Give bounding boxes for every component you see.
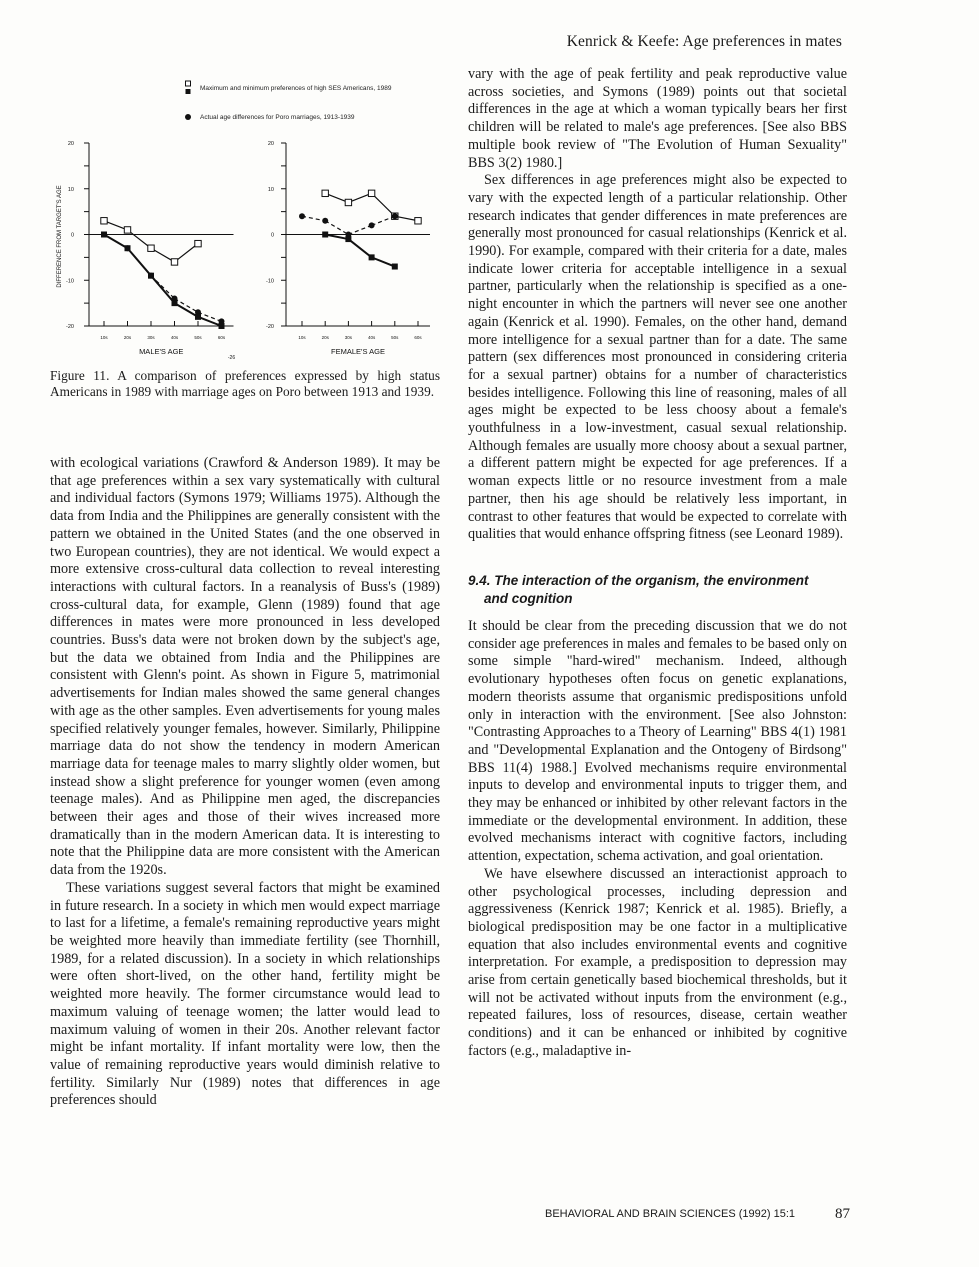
x-tick-label: 60s xyxy=(414,335,422,340)
x-axis-label: FEMALE'S AGE xyxy=(331,347,385,356)
data-point-max xyxy=(124,227,130,233)
data-point-min xyxy=(369,254,375,260)
y-tick-label: 0 xyxy=(70,232,74,239)
y-tick-label: 20 xyxy=(67,141,74,147)
y-tick-label: -20 xyxy=(266,324,274,330)
x-axis-label: MALE'S AGE xyxy=(139,347,184,356)
x-tick-label: 10s xyxy=(298,335,306,340)
data-point-min xyxy=(322,232,328,238)
x-tick-label: 50s xyxy=(194,335,202,340)
x-tick-label: 30s xyxy=(147,335,155,340)
y-tick-label: -10 xyxy=(66,278,74,285)
y-tick-label: -10 xyxy=(266,278,274,285)
data-point-min xyxy=(148,273,154,279)
section-heading-line2: and cognition xyxy=(484,590,573,606)
data-point-poro xyxy=(299,213,305,219)
legend-label-preferences: Maximum and minimum preferences of high SES Americans, 1989 xyxy=(200,85,392,92)
extra-label: -26 xyxy=(227,355,236,361)
series-line-minimum xyxy=(198,317,222,326)
series-line-minimum xyxy=(348,239,371,257)
y-tick-label: 20 xyxy=(267,141,274,147)
x-tick-label: 40s xyxy=(170,335,179,340)
y-tick-label: 10 xyxy=(267,186,274,193)
right-column xyxy=(468,66,847,1061)
data-point-min xyxy=(219,323,225,329)
comparison-chart xyxy=(48,78,440,370)
series-line-poro xyxy=(302,216,325,221)
series-line-minimum xyxy=(151,276,175,303)
series-line-minimum xyxy=(325,235,348,240)
data-point-max xyxy=(148,245,154,251)
series-line-poro xyxy=(372,216,395,225)
figure-11 xyxy=(48,78,440,370)
data-point-min xyxy=(345,236,351,242)
paragraph: Sex differences in age preferences might also be expected to vary with the expected length of a particular relationship. Other research indicates that gender differences in mate preferences are generally most pronounced for casual relationships (Kenrick et al. 1990). For example, compared with their criteria for a date, males indicate lower criteria for acceptable intelligence in a sexual partner, particularly when the relationship is specified as a one-night encounter in which the partners will never see one another again (Kenrick et al. 1990). Females, on the other hand, demand more intelligence for a sexual partner than for a date. The same pattern (sex differences most pronounced in considering criteria for a sexual partner) obtains for a number of characteristics besides intelligence. Following this line of reasoning, males of all ages might be expected to be less choosy about a female's youthfulness in a low-investment, casual sexual relationship. Although females are usually more choosy about a sexual partner, a different pattern might be expected for age preferences. If a woman expects little or no resource investment from a male partner, then his age should be relatively less important, in contrast to other features that would be expected to correlate with qualities that would enhance offspring fitness (see Leonard 1989). xyxy=(468,172,847,543)
legend-label-poro: Actual age differences for Poro marriages, 1913-1939 xyxy=(200,114,355,121)
y-tick-label: -20 xyxy=(66,324,74,330)
x-tick-label: 40s xyxy=(367,335,376,340)
series-line-minimum xyxy=(128,248,152,275)
section-heading xyxy=(468,572,847,608)
data-point-max xyxy=(345,199,351,205)
y-axis-label: DIFFERENCE FROM TARGET'S AGE xyxy=(57,185,63,288)
data-point-poro xyxy=(369,222,375,228)
page-number: 87 xyxy=(835,1206,850,1222)
data-point-max xyxy=(101,218,107,224)
x-tick-label: 10s xyxy=(100,335,108,340)
series-line-minimum xyxy=(372,257,395,266)
data-point-max xyxy=(368,190,374,196)
data-point-min xyxy=(125,245,131,251)
x-tick-label: 60s xyxy=(217,335,226,340)
data-point-max xyxy=(322,190,328,196)
data-point-min xyxy=(392,264,398,270)
data-point-poro xyxy=(392,213,398,219)
series-line-poro xyxy=(198,312,222,321)
series-line-poro xyxy=(325,221,348,235)
x-tick-label: 20s xyxy=(123,335,132,340)
paragraph: We have elsewhere discussed an interactionist approach to other psychological processes, including depression and aggressiveness (Kenrick 1987; Kenrick et al. 1985). Briefly, a biological predisposition may be one factor in a multiplicative equation that also includes environmental events and cognitive interpretation. For example, a predisposition to depression may arise from certain genetically based biochemical thresholds, but it will not be activated without inputs from the environment (e.g., repeated failures, loss of resources, disease, certain weather conditions) and it can be enhanced or inhibited by cognitive factors (e.g., maladaptive in- xyxy=(468,865,847,1059)
journal-citation: BEHAVIORAL AND BRAIN SCIENCES (1992) 15:1 xyxy=(545,1208,796,1220)
data-point-max xyxy=(415,218,421,224)
left-column xyxy=(50,455,440,1110)
data-point-min xyxy=(172,300,178,306)
series-line-minimum xyxy=(104,235,128,249)
data-point-max xyxy=(195,240,201,246)
data-point-poro xyxy=(322,218,328,224)
running-head: Kenrick & Keefe: Age preferences in mates xyxy=(566,33,842,50)
paragraph: These variations suggest several factors that might be examined in future research. In a society in which men would expect marriage to last for a lifetime, a female's remaining reproductive years might be weighted more heavily than immediate fertility (see Thornhill, 1989, for a related discussion). In a society in which relationships were often short-lived, on the other hand, fertility might be weighted more heavily. The former circumstance would lead to maximum valuing of teenage women; the latter would lead to maximum valuing of women in their 20s. Another relevant factor might be infant mortality. If infant mortality were low, then the value of remaining reproductive years would diminish relative to fertility. Similarly Nur (1989) notes that differences in age preferences should xyxy=(50,879,440,1109)
data-point-min xyxy=(101,232,107,238)
section-heading-line1: 9.4. The interaction of the organism, the environment xyxy=(468,572,809,588)
data-point-min xyxy=(195,314,201,320)
y-tick-label: 0 xyxy=(270,232,274,239)
figure-caption: Figure 11. A comparison of preferences expressed by high status Americans in 1989 with marriage ages on Poro between 1913 and 1939. xyxy=(50,368,440,399)
paragraph: vary with the age of peak fertility and peak reproductive value across societies, and Symons (1989) points out that societal differences in the age at which a woman typically bears her first children will be related to male's age preferences. [See also BBS multiple book review of "The Evolution of Human Sexuality" BBS 3(2) 1980.] xyxy=(468,66,847,171)
series-line-poro xyxy=(348,225,371,234)
paragraph: with ecological variations (Crawford & Anderson 1989). It may be that age preferences within a sex vary systematically with cultural and individual factors (Symons 1979; Williams 1975). Although the data from India and the Philippines are generally consistent with the pattern we obtained in the United States (and the one observed in two European countries), they are not identical. We would expect a more extensive cross-cultural data collection to reveal interesting interactions with cultural factors. In a reanalysis of Buss's (1989) cross-cultural data, for example, Glenn (1989) found that age differences in mates were more pronounced in less developed countries. Buss's data were not broken down by the subject's age, but the data we obtained from India and the Philippines are consistent with Glenn's point. As shown in Figure 5, matrimonial advertisements for Indian males showed the same general changes with age as the other samples. Even advertisements for young males specified relatively younger females, however. Similarly, Philippine marriage data do not show the tendency in modern American marriage data for teenage males to marry slightly older women, but instead show a slight preference for younger women (even among teenage males). And as Philippine men aged, the discrepancies between their ages and those of their wives increased more dramatically than in the modern American data. It is interesting to note that the Philippine data are more consistent with the American data from the 1920s. xyxy=(50,455,440,879)
x-tick-label: 30s xyxy=(344,335,353,340)
y-tick-label: 10 xyxy=(67,186,74,193)
page-footer xyxy=(545,1208,850,1220)
x-tick-label: 20s xyxy=(321,335,329,340)
x-tick-label: 50s xyxy=(391,335,399,340)
data-point-max xyxy=(171,259,177,265)
paragraph: It should be clear from the preceding discussion that we do not consider age preferences in males and females to be based only on some simple "hard-wired" mechanism. Indeed, although evolutionary hypotheses often focus on genetic explanations, modern theorists assume that organismic predispositions unfold only in interaction with the environment. [See also Johnston: "Contrasting Approaches to a Theory of Learning" BBS 4(1) 1981 and "Developmental Explanation and the Ontogeny of Birdsong" BBS 11(4) 1988.] Evolved mechanisms require environmental inputs to develop and environmental inputs to trigger them, and they may be enhanced or inhibited by other relevant factors in the immediate or the developmental environment. In addition, these evolved mechanisms interact with cognitive factors, including attention, expectation, schema activation, and goal orientation. xyxy=(468,617,847,865)
